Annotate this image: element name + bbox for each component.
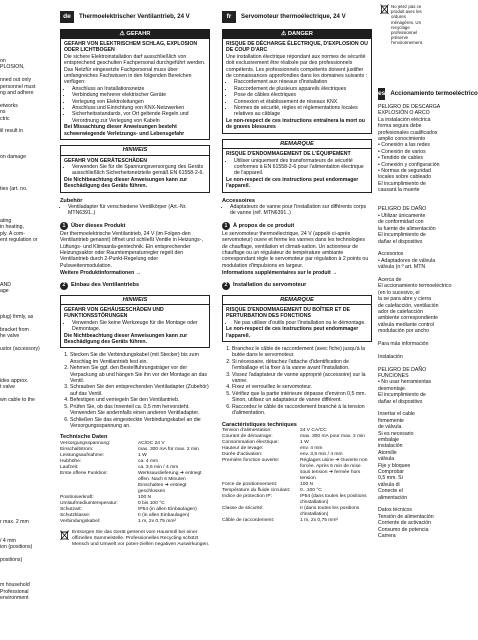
spanish-line: de válvula (378, 424, 402, 431)
about-title: Über dieses Produkt (71, 222, 126, 229)
section-number: 2 (60, 282, 68, 290)
tech-key: Schutzklasse: (60, 512, 91, 518)
spanish-line: Consumo de potencia (378, 526, 429, 533)
install-step: 2. Si nécessaire, détachez l'attache d'identification de l'emballage et la fixer à la vanne avant l'installation. (232, 359, 372, 372)
notice-footer: Die Nichtbeachtung dieser Anweisungen kann zur Beschädigung des Geräts führen. (64, 332, 188, 346)
tech-value: IP54 (in allen Einbaulagen) (138, 506, 197, 512)
spanish-line: ambiente correspondiente (378, 315, 438, 322)
spanish-line: El incumplimiento de (378, 392, 426, 399)
english-line: ent regulation or (0, 237, 38, 244)
tech-key: Umlaufmediumtemperatur: (60, 500, 118, 506)
notice-label: REMARQUE (223, 140, 371, 149)
notice-box-device (60, 145, 210, 192)
spanish-line: modulación por ancho (378, 328, 430, 335)
english-line: on damage (0, 154, 26, 160)
notice-list (64, 164, 206, 177)
spanish-line: Para más información (378, 340, 429, 347)
danger-body: Une installation électrique répondant aux normes de sécurité doit exclusivement être réalisée par des professionnels compétents. Les professionnels compétents doivent justifier de connaissances approfondies dans les domaines suivants : (226, 53, 368, 80)
spanish-line: • Conexión de varios (378, 148, 426, 155)
about-body: Der thermoelektrische Ventilantrieb, 24 V (im Folgen-den Ventilantrieb genannt) öffnet und schließt Ventile in Heizungs-, Lüftungs- und Klimaanla-gentechnik. Ein entsprechender Heizungsaktor oder Raumtemperaturregler regelt den Ventilantrieb durch 2-Punkt-Regelung oder Pulsweitenmodulation. (60, 230, 203, 269)
spanish-line: Datos técnicos (378, 507, 413, 514)
english-line: he valve (0, 333, 20, 340)
disposal-note (60, 530, 210, 548)
notice-footer: Le non-respect de ces instructions peut endommager l'appareil. (226, 326, 359, 339)
accessory-item: • Adaptateurs de vanne pour l'installation sur différents corps de vanne (réf. MTN6391..) (230, 204, 372, 217)
spanish-line: amplio conocimiento (378, 136, 426, 143)
about-title: À propos de ce produit (233, 222, 295, 229)
notice-list (64, 320, 206, 333)
spanish-line: válvula (378, 456, 395, 463)
accessory-item: • Ventiladapter für verschiedene Ventilkörper (Art.-Nr. MTN6391..) (68, 204, 210, 217)
notice-box-device (222, 139, 372, 193)
tech-key: Câble de raccordement: (222, 517, 275, 523)
tech-value: Werksauslieferung ➜ entriegt offen. Nach 6 Minuten Einschalten ➜ entriegt geschlossen (138, 470, 202, 494)
english-line: on (0, 58, 6, 64)
spanish-line: Tensión de alimentación (378, 513, 434, 520)
spanish-line: desmontaje. (378, 385, 407, 392)
spanish-line: Conecte el (378, 488, 403, 495)
english-text-fragment (0, 58, 46, 602)
spanish-line: dañar el dispositivo (378, 398, 423, 405)
spanish-line: Si es necesario (378, 430, 414, 437)
install-title: Einbau des Ventilantriebs (71, 282, 140, 289)
english-line: environment (0, 595, 29, 602)
english-line: ties (art. no. (0, 185, 28, 192)
spanish-line: causará la muerte (378, 187, 420, 194)
accessories-list (222, 204, 372, 217)
tech-value: env. 3,5 min / 4 mm (300, 451, 343, 457)
install-step: 6. Raccordez le câble de raccordement branché à la tension d'alimentation. (232, 404, 372, 417)
install-step: 6. Schließen Sie das eingesteckte Verbindungskabel an die Versorgungsspannung an. (70, 417, 210, 430)
english-line: ng and adhere (0, 90, 34, 97)
danger-list-item: • Normes de sécurité, règles et réglementations locales relatives au câblage (234, 105, 368, 118)
tech-row (222, 506, 372, 518)
spanish-line: Fije y bloquee (378, 462, 411, 469)
spanish-line: válvula di (378, 481, 400, 488)
install-step: 4. Befestigen und verriegeln Sie den Ventilantrieb. (70, 397, 210, 403)
english-line: etworks (0, 102, 18, 109)
more-info-link[interactable]: Informations supplémentaires sur le produit → (222, 270, 338, 277)
tech-key: Classe de sécurité: (222, 505, 264, 511)
spanish-line: • No usar herramientas (378, 379, 432, 386)
notice-heading: GEFAHR VON GERÄTESCHÄDEN (64, 157, 148, 164)
spanish-line: • Conexión y configuración (378, 161, 440, 168)
install-step: 2. Nehmen Sie ggf. den Bestellfuhrungsträger vor der Verpackung ab und hängen Sie ihn vor der Montage an das Ventil. (70, 365, 210, 384)
install-step: 4. Fixez et verrouillez le servomoteur. (232, 384, 372, 390)
spanish-line: • Normas de seguridad (378, 168, 431, 175)
danger-list (226, 79, 368, 117)
tech-key: Schutzart: (60, 506, 83, 512)
spanish-line: instalación (378, 443, 403, 450)
install-title: Installation du servomoteur (233, 282, 307, 289)
english-line: bracket from (0, 326, 29, 333)
danger-list (64, 86, 206, 124)
tech-value: 100 N (138, 494, 152, 500)
english-line: nned out only (0, 77, 32, 84)
language-badge: fr (222, 11, 236, 23)
accessories-heading: Zubehör (60, 197, 83, 204)
english-line: Professional (0, 588, 29, 595)
english-line: iil result in (0, 128, 24, 135)
notice-list-item: • Verwenden Sie keine Werkzeuge für die Montage oder Demontage. (72, 320, 206, 333)
tech-key: Leistungsaufnahme: (60, 452, 105, 458)
english-line: positions) (0, 556, 23, 563)
danger-list-item: • Raccordement aux réseaux d'installation (234, 79, 368, 85)
spanish-line: El accionamiento termoeléctrico (378, 283, 452, 290)
spanish-line: la se para abre y cierra (378, 296, 432, 303)
spanish-line: dañar el dispositivo (378, 238, 423, 245)
tech-value: 0...100 °C (300, 487, 322, 493)
notice-footer: Le non-respect de ces instructions peut endommager l'appareil. (226, 176, 359, 190)
spanish-line: (en lo sucesivo, el (378, 289, 420, 296)
tech-value: 1 W (300, 439, 309, 445)
notice-footer: Die Nichtbeachtung dieser Anweisungen kann zur Beschädigung des Geräts führen. (64, 176, 188, 190)
tech-row (222, 458, 372, 482)
install-steps (60, 352, 210, 429)
notice-list-item: • Ne pas utiliser d'outils pour l'installation ou le démontage. (234, 320, 368, 326)
install-step: 1. Branchez le câble de raccordement (avec fiche) jusqu'à la butée dans le servomoteur. (232, 346, 372, 359)
notice-box-housing (222, 295, 372, 342)
spanish-line: El incumplimiento de (378, 232, 426, 239)
warning-triangle-icon: ⚠ (281, 31, 288, 37)
danger-body: Die sichere Elektroinstallation darf ausschließlich von entsprechend geschulten Fachpersonal durchgeführt werden. Das Netzfür eingesetzte Fachpersonal muss über umfangreiches Fachwissen in den folgenden Bereichen verfügen: (64, 53, 206, 86)
crossed-bin-icon (60, 530, 69, 541)
tech-value: ca. 4 mm (138, 458, 159, 464)
language-badge: de (60, 11, 74, 23)
tech-key: Einschaltstrom: (60, 446, 94, 452)
tech-row (60, 471, 210, 495)
about-heading (60, 222, 210, 230)
danger-list-item: • Anschluss und Einrichtung von KNX-Netzwerken (72, 105, 206, 111)
spanish-line: PELIGRO DE DAÑO (378, 206, 427, 213)
tech-value: env. 4 mm (300, 445, 323, 451)
tech-key: Température du fluide circulant: (222, 487, 291, 493)
tech-value: II (in allen Einbaulagen) (138, 512, 190, 518)
page-title: Accionamiento termoeléctrico (390, 89, 478, 97)
danger-box (222, 39, 372, 134)
english-line: personnel must (0, 83, 36, 90)
tech-key: Courant de démarrage: (222, 433, 273, 439)
tech-value: Réglages usine ➜ Ouverte non forcée. Après 6 min de mise sous tension ➜ fermée hors tension (300, 457, 368, 481)
section-number: 1 (60, 222, 68, 230)
spanish-line: La instalación eléctrica (378, 116, 431, 123)
notice-heading: GEFAHR VON GEHÄUSESCHÄDEN UND FUNKTIONSSTÖRUNGEN (64, 307, 164, 320)
tech-key: Erste offene Funktion: (60, 470, 108, 476)
english-line: age (0, 288, 9, 295)
spanish-line: firmemente (378, 417, 404, 424)
spanish-line: alimentación (378, 494, 408, 501)
spanish-line: Acerca de (378, 276, 402, 283)
english-line: ating (0, 217, 12, 224)
spanish-line: locales sobre cableado (378, 174, 432, 181)
spanish-text-fragment (378, 104, 452, 540)
english-line: ns (0, 109, 6, 116)
notice-heading: RISQUE D'ENDOMMAGEMENT DE L'ÉQUIPEMENT (226, 151, 351, 158)
notice-box-housing (60, 295, 210, 349)
tech-value: 0 bis 100 °C (138, 500, 165, 506)
spanish-line: de calefacción, ventilación (378, 302, 439, 309)
german-column (60, 0, 210, 640)
danger-banner (60, 29, 210, 39)
tech-value: max. 300 mA pour max. 2 min (300, 433, 365, 439)
tech-table (60, 441, 210, 525)
danger-list-item: • Sicherheitsstandards, vor Ort geltende Regeln und Verordnung zur Verlegung von Kabeln (72, 111, 206, 124)
tech-row (222, 518, 372, 524)
tech-value: 1 m, 2x 0,75 mm² (300, 517, 339, 523)
spanish-line: PELIGRO DE DAÑO (378, 366, 427, 373)
spanish-line: Insertar el cable (378, 411, 415, 418)
danger-footer: Le non-respect de ces instructions entraînera la mort ou de graves blessures (226, 117, 365, 131)
english-line: ply. A com- (0, 230, 25, 237)
english-line: t valve (0, 384, 15, 391)
spanish-line: Corriente de activación (378, 520, 432, 527)
tech-key: Laufzeit: (60, 464, 79, 470)
tech-value: ca. 3,5 min / 4 mm (138, 464, 179, 470)
german-header (60, 11, 210, 23)
spanish-line: PELIGRO DE DESCARGA (378, 104, 441, 110)
install-step: 3. Schrauben Sie den entsprechenden Ventiladapter (Zubehör) auf das Ventil. (70, 384, 210, 397)
english-line: / 4 mm (0, 537, 16, 544)
accessories-list (60, 204, 210, 217)
install-step: 5. Prüfen Sie, ob das Innenteil ca. 0,5 mm hervorsteht. Verwenden Sie andernfalls einen anderen Ventiladapter. (70, 404, 210, 417)
notice-list (226, 158, 368, 177)
danger-footer: Bei Missachtung dieser Anweisungen besteht schwerwiegende Verletzungs- und Lebensgefahr (64, 124, 185, 137)
danger-list-item: • Pose de câbles électriques (234, 92, 368, 98)
english-line: ides approx. (0, 377, 29, 384)
spanish-line: 0,5 mm. Si (378, 475, 403, 482)
tech-value: 1 m, 2x 0,75 mm² (138, 518, 177, 524)
spanish-line: FUNCIONES (378, 372, 409, 379)
tech-value: max. 300 mA für max. 2 min (138, 446, 199, 452)
spanish-line: de conformidad con (378, 219, 424, 226)
corner-text: No jetez pas ce produit avec les ordures ménagères. Un recyclage professionnel préserve l'environnement. (391, 4, 424, 46)
accessories-heading: Accessoires (222, 197, 255, 204)
more-info-link[interactable]: Weitere Produktinformationen → (60, 270, 141, 277)
tech-key: Consommation électrique: (222, 439, 279, 445)
tech-key: Force de positionnement: (222, 481, 278, 487)
spanish-line: Comprobar (378, 469, 404, 476)
about-heading (222, 222, 372, 230)
danger-box (60, 39, 210, 140)
crossed-bin-icon (380, 4, 389, 15)
tech-key: Positionierkraft: (60, 494, 94, 500)
tech-key: Versorgungsspannung: (60, 440, 111, 446)
tech-value: AC/DC 24 V (138, 440, 165, 446)
tech-row (222, 494, 372, 506)
danger-list-item: • Anschluss an Installationsnetze (72, 86, 206, 92)
spanish-line: Accesorios (378, 251, 404, 258)
notice-list-item: • Verwenden Sie für die Spannungsversorgung des Geräts ausschließlich Sicherheitsnetzteile gemäß EN 61558-2-6. (72, 164, 206, 177)
install-step: 1. Stecken Sie die Verbindungskabel (mit Stecker) bis zum Anschlag im Ventilantrieb fest ein. (70, 352, 210, 365)
spanish-line: forma segura debe (378, 123, 422, 130)
tech-key: Tension d'alimentation: (222, 427, 272, 433)
danger-list-item: • Connexion et établissement de réseaux KNX (234, 99, 368, 105)
english-line: ustor (accessory) (0, 345, 40, 352)
spanish-header (378, 88, 478, 100)
english-line: AND (0, 281, 11, 288)
tech-key: Verbindungskabel: (60, 518, 101, 524)
tech-key: Hauteur de levage: (222, 445, 264, 451)
install-heading (222, 282, 372, 290)
notice-list-item: • Utiliser uniquement des transformateurs de sécurité conformes à EN 61558-2-6 pour l'alimentation électrique de l'appareil. (234, 158, 368, 177)
danger-banner (222, 29, 372, 39)
tech-key: Durée d'activation: (222, 451, 263, 457)
spanish-line: EXPLOSIÓN O ARCO (378, 110, 430, 117)
tech-value: 24 V CA/CC (300, 427, 327, 433)
notice-label: HINWEIS (61, 146, 209, 155)
tech-key: Hubhöhe: (60, 458, 82, 464)
install-heading (60, 282, 210, 290)
danger-label: DANGER (287, 31, 313, 37)
french-column (222, 0, 372, 640)
spanish-line: la fuente de alimentación (378, 225, 436, 232)
tech-row (60, 519, 210, 525)
tech-value: 1 W (138, 452, 147, 458)
spanish-line: • Tendido de cables (378, 155, 423, 162)
danger-list-item: • Raccordement de plusieurs appareils électriques (234, 86, 368, 92)
danger-heading: GEFAHR VON ELEKTRISCHEM SCHLAG, EXPLOSION ODER LICHTBOGEN (64, 41, 198, 54)
spanish-line: válvula mediante control (378, 321, 434, 328)
spanish-line: Atornille (378, 449, 397, 456)
notice-label: REMARQUE (223, 296, 371, 305)
english-line: r max. 2 mm (0, 518, 29, 525)
spanish-line: Instalación (378, 353, 403, 360)
spanish-line: El incumplimiento de (378, 180, 426, 187)
english-line: in heating, (0, 224, 24, 231)
spanish-line: ador de calefacción (378, 308, 423, 315)
notice-heading: RISQUE D'ENDOMMAGEMENT DU BOÎTIER ET DE PERTURBATION DES FONCTIONS (226, 307, 351, 320)
tech-value: 100 N (300, 481, 314, 487)
tech-value: II (dans toutes les positions d'installation) (300, 505, 360, 517)
spanish-line: válvula (n.º art. MTN (378, 264, 426, 271)
tech-heading: Technische Daten (60, 434, 108, 441)
tech-table (222, 428, 372, 524)
english-line: ctric (0, 115, 10, 122)
french-header (222, 11, 372, 23)
english-column-fragment (0, 0, 46, 640)
disposal-corner-note (380, 4, 424, 46)
install-step: 3. Vissez l'adaptateur de vanne approprié (accessoire) sur la vanne. (232, 372, 372, 385)
spanish-line: profesionales cualificados (378, 129, 438, 136)
english-line: plug) firmly, as (0, 313, 34, 320)
notice-label: HINWEIS (61, 296, 209, 305)
english-line: PLOSION, (0, 64, 25, 71)
danger-list-item: • Verlegung von Elektroleitungen (72, 99, 206, 105)
language-badge: es (378, 88, 385, 100)
warning-triangle-icon: ⚠ (119, 31, 127, 37)
spanish-line: Carrera (378, 533, 396, 540)
danger-heading: RISQUE DE DÉCHARGE ÉLECTRIQUE, D'EXPLOSION OU DE COUP D'ARC (226, 41, 368, 54)
english-line: wn cable to the (0, 397, 35, 404)
danger-list-item: • Verbindung mehrerer elektrischer Geräte (72, 92, 206, 98)
danger-label: GEFAHR (126, 31, 151, 37)
section-number: 2 (222, 282, 230, 290)
page-title: Servomoteur thermoélectrique, 24 V (241, 12, 346, 20)
tech-value: IP54 (dans toutes les positions d'installation) (300, 493, 367, 505)
english-line: m household (0, 582, 30, 589)
spanish-line: • Conexión a las redes (378, 142, 430, 149)
tech-key: Première fonction ouverte: (222, 457, 280, 463)
tech-key: Indice de protection IP: (222, 493, 273, 499)
spanish-line: embalaje (378, 437, 400, 443)
page-title: Thermoelektrischer Ventilantrieb, 24 V (79, 12, 190, 20)
tech-heading: Caractéristiques techniques (222, 421, 297, 428)
install-step: 5. Vérifiez que la partie intérieure dépasse d'environ 0,5 mm. Sinon, utilisez un adaptateur de vanne différent. (232, 391, 372, 404)
english-line: ion (positions) (0, 544, 33, 551)
spanish-line: • Utilizar únicamente (378, 212, 426, 219)
disposal-text: Entsorgen Sie das Gerät getrennt vom Hausmüll bei einer offiziellen Sammelstelle. Professionelles Recycling schützt Mensch und Umwelt vor poten-ziellen negativen Auswirkungen. (72, 529, 210, 547)
section-number: 1 (222, 222, 230, 230)
about-body: Le servomoteur thermoélectrique, 24 V (appelé ci-après servomoteur) ouvre et ferme les vannes dans les technologies de chauffage, ventilation et climati-sation. Un actionneur de chauffage ou un régulateur de température ambiante correspondant règle le servomoteur par régulation à 2 points ou modulation d'impulsions en largeur. (222, 230, 369, 269)
spanish-line: • Adaptadores de válvula (378, 257, 436, 264)
install-steps (222, 346, 372, 416)
spanish-column-fragment (378, 0, 478, 640)
